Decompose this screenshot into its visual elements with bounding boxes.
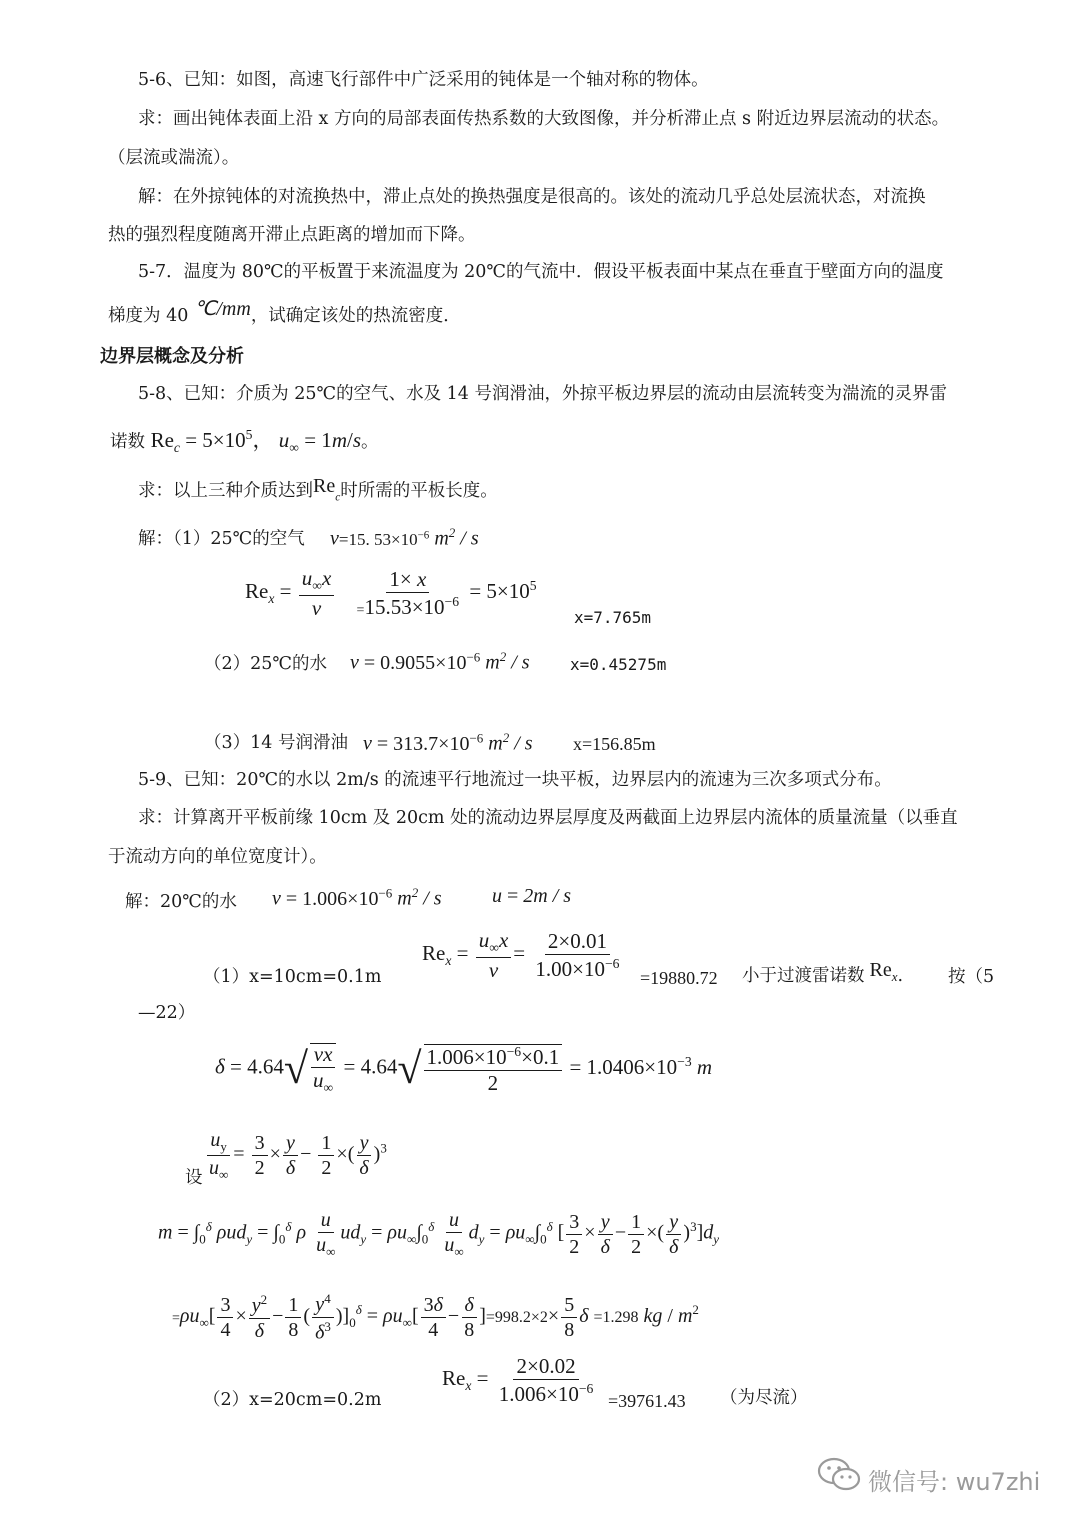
problem-5-6-solution: 解：在外掠钝体的对流换热中，滞止点处的换热强度是很高的。该处的流动几乎总处层流状态，对流换 — [138, 187, 926, 207]
problem-5-8-sol-2: （2）25℃的水 — [204, 654, 327, 674]
case-2-note: （为尽流） — [720, 1388, 808, 1408]
wechat-icon — [816, 1455, 862, 1495]
problem-5-8: 5-8、已知：介质为 25℃的空气、水及 14 号润滑油，外掠平板边界层的流动由层流转变为湍流的灵界雷 — [138, 384, 947, 404]
problem-5-9-sol: 解：20℃的水 — [125, 892, 237, 912]
problem-5-8-cont: 诺数 $Re_c = 5\times 10^5$， $u_\infty = 1m/s$。 — [110, 427, 379, 456]
velocity: u = 2m / s — [492, 885, 572, 907]
set-label: 设 — [185, 1168, 203, 1188]
air-viscosity: v=15. $53\times 10^{-6}$ $m^2$ / s — [330, 525, 479, 550]
water-viscosity: $v = 0.9055\times 10^{-6}$ $m^2$ / s — [350, 649, 530, 674]
section-heading: 边界层概念及分析 — [100, 346, 244, 367]
case-1-ref: 按（5 — [948, 967, 995, 987]
case-1-label: （1）x=10cm=0.1m — [203, 967, 382, 987]
x-oil: x=156.85m — [573, 734, 656, 754]
mass-flow-result: $=\rho u_\infty$[ $\frac{3}{4}$ × $\frac{y^2}{\delta}$ − $\frac{1}{8}$ ( $\frac{y^4}{\delta^3}$ )]$_0^\delta = \rho u_\infty$[ $\frac{3\delta}{4}$ − $\frac{\delta}{8}$ ]=998.2×2× $\frac{5}{8}$ δ =1.298 kg / $m^2$ — [172, 1291, 699, 1344]
delta-formula: δ = 4.64√ $\frac{vx}{u_\infty}$ = 4.64√ $\frac{1.006\times 10^{-6}\times 0.1}{2}$ = $1.0406\times 10^{-3}$ m — [215, 1042, 713, 1096]
reynolds-formula-air: $Re_x$ = $\frac{u_\infty x}{v}$ $\frac{1\times x}{=15.53\times 10^{-6}}$ = $5\times 10^5$ — [245, 566, 537, 620]
x-air: x=7.765m — [574, 608, 652, 627]
case-1-ref-cont: —22） — [138, 1003, 196, 1023]
problem-5-9-ask-cont: 于流动方向的单位宽度计）。 — [108, 847, 327, 867]
problem-5-6-ask-cont: （层流或湍流）。 — [108, 148, 240, 168]
x-water: x=0.45275m — [570, 655, 667, 674]
problem-5-6-ask: 求：画出钝体表面上沿 x 方向的局部表面传热系数的大致图像，并分析滞止点 s 附近边界层流动的状态。 — [138, 109, 950, 129]
case-1-reynolds: =19880.72 — [640, 968, 718, 988]
problem-5-7: 5-7．温度为 80℃的平板置于来流温度为 20℃的气流中．假设平板表面中某点在垂直于壁面方向的温度 — [138, 262, 944, 282]
reynolds-formula-1: $Re_x$ = $\frac{u_\infty x}{v}$ = $\frac{2\times 0.01}{1.00\times 10^{-6}}$ — [422, 928, 620, 982]
oil-viscosity: $v = 313.7\times 10^{-6}$ $m^2$ / s — [363, 730, 533, 755]
case-1-compare: 小于过渡雷诺数 $Re_x$. — [742, 959, 904, 986]
problem-5-8-sol-3: （3）14 号润滑油 — [204, 733, 348, 753]
velocity-profile: $\frac{u_y}{u_\infty}$ = $\frac{3}{2}$ × $\frac{y}{\delta}$ − $\frac{1}{2}$ ×( $\frac{y}{\delta}$ )$^3$ — [209, 1129, 387, 1182]
problem-5-6-given: 5-6、已知：如图，高速飞行部件中广泛采用的钝体是一个轴对称的物体。 — [138, 70, 709, 90]
problem-5-8-ask: 求：以上三种介质达到$Re_c$时所需的平板长度。 — [138, 475, 498, 504]
problem-5-6-solution-cont: 热的强烈程度随离开滞止点距离的增加而下降。 — [108, 225, 476, 245]
problem-5-8-sol-1: 解：（1）25℃的空气 — [138, 529, 305, 549]
reynolds-formula-2: $Re_x$ = $\frac{2\times 0.02}{1.006\times 10^{-6}}$ — [442, 1354, 594, 1406]
water20-viscosity: $v = 1.006\times 10^{-6}$ $m^2$ / s — [272, 885, 442, 910]
problem-5-7-cont: 梯度为 40 ℃/mm，试确定该处的热流密度． — [108, 298, 461, 326]
case-2-label: （2）x=20cm=0.2m — [203, 1390, 382, 1410]
case-2-reynolds: =39761.43 — [608, 1391, 686, 1411]
mass-flow-formula: $m = \int_0^\delta$ $\rho ud_y = \int_0^\delta$ ρ $\frac{u}{u_\infty}$ $ud_y = \rho u_\infty\int_0^\delta$ $\frac{u}{u_\infty}$ $d_y = \rho u_\infty\int_0^\delta$ [ $\frac{3}{2}$ × $\frac{y}{\delta}$ − $\frac{1}{2}$ ×( $\frac{y}{\delta}$ )$^3]d_y$ — [158, 1209, 720, 1259]
problem-5-9: 5-9、已知：20℃的水以 2m/s 的流速平行地流过一块平板，边界层内的流速为三次多项式分布。 — [138, 770, 892, 790]
problem-5-9-ask: 求：计算离开平板前缘 10cm 及 20cm 处的流动边界层厚度及两截面上边界层内流体的质量流量（以垂直 — [138, 808, 958, 828]
watermark-text: 微信号: wu7zhi — [868, 1468, 1041, 1496]
